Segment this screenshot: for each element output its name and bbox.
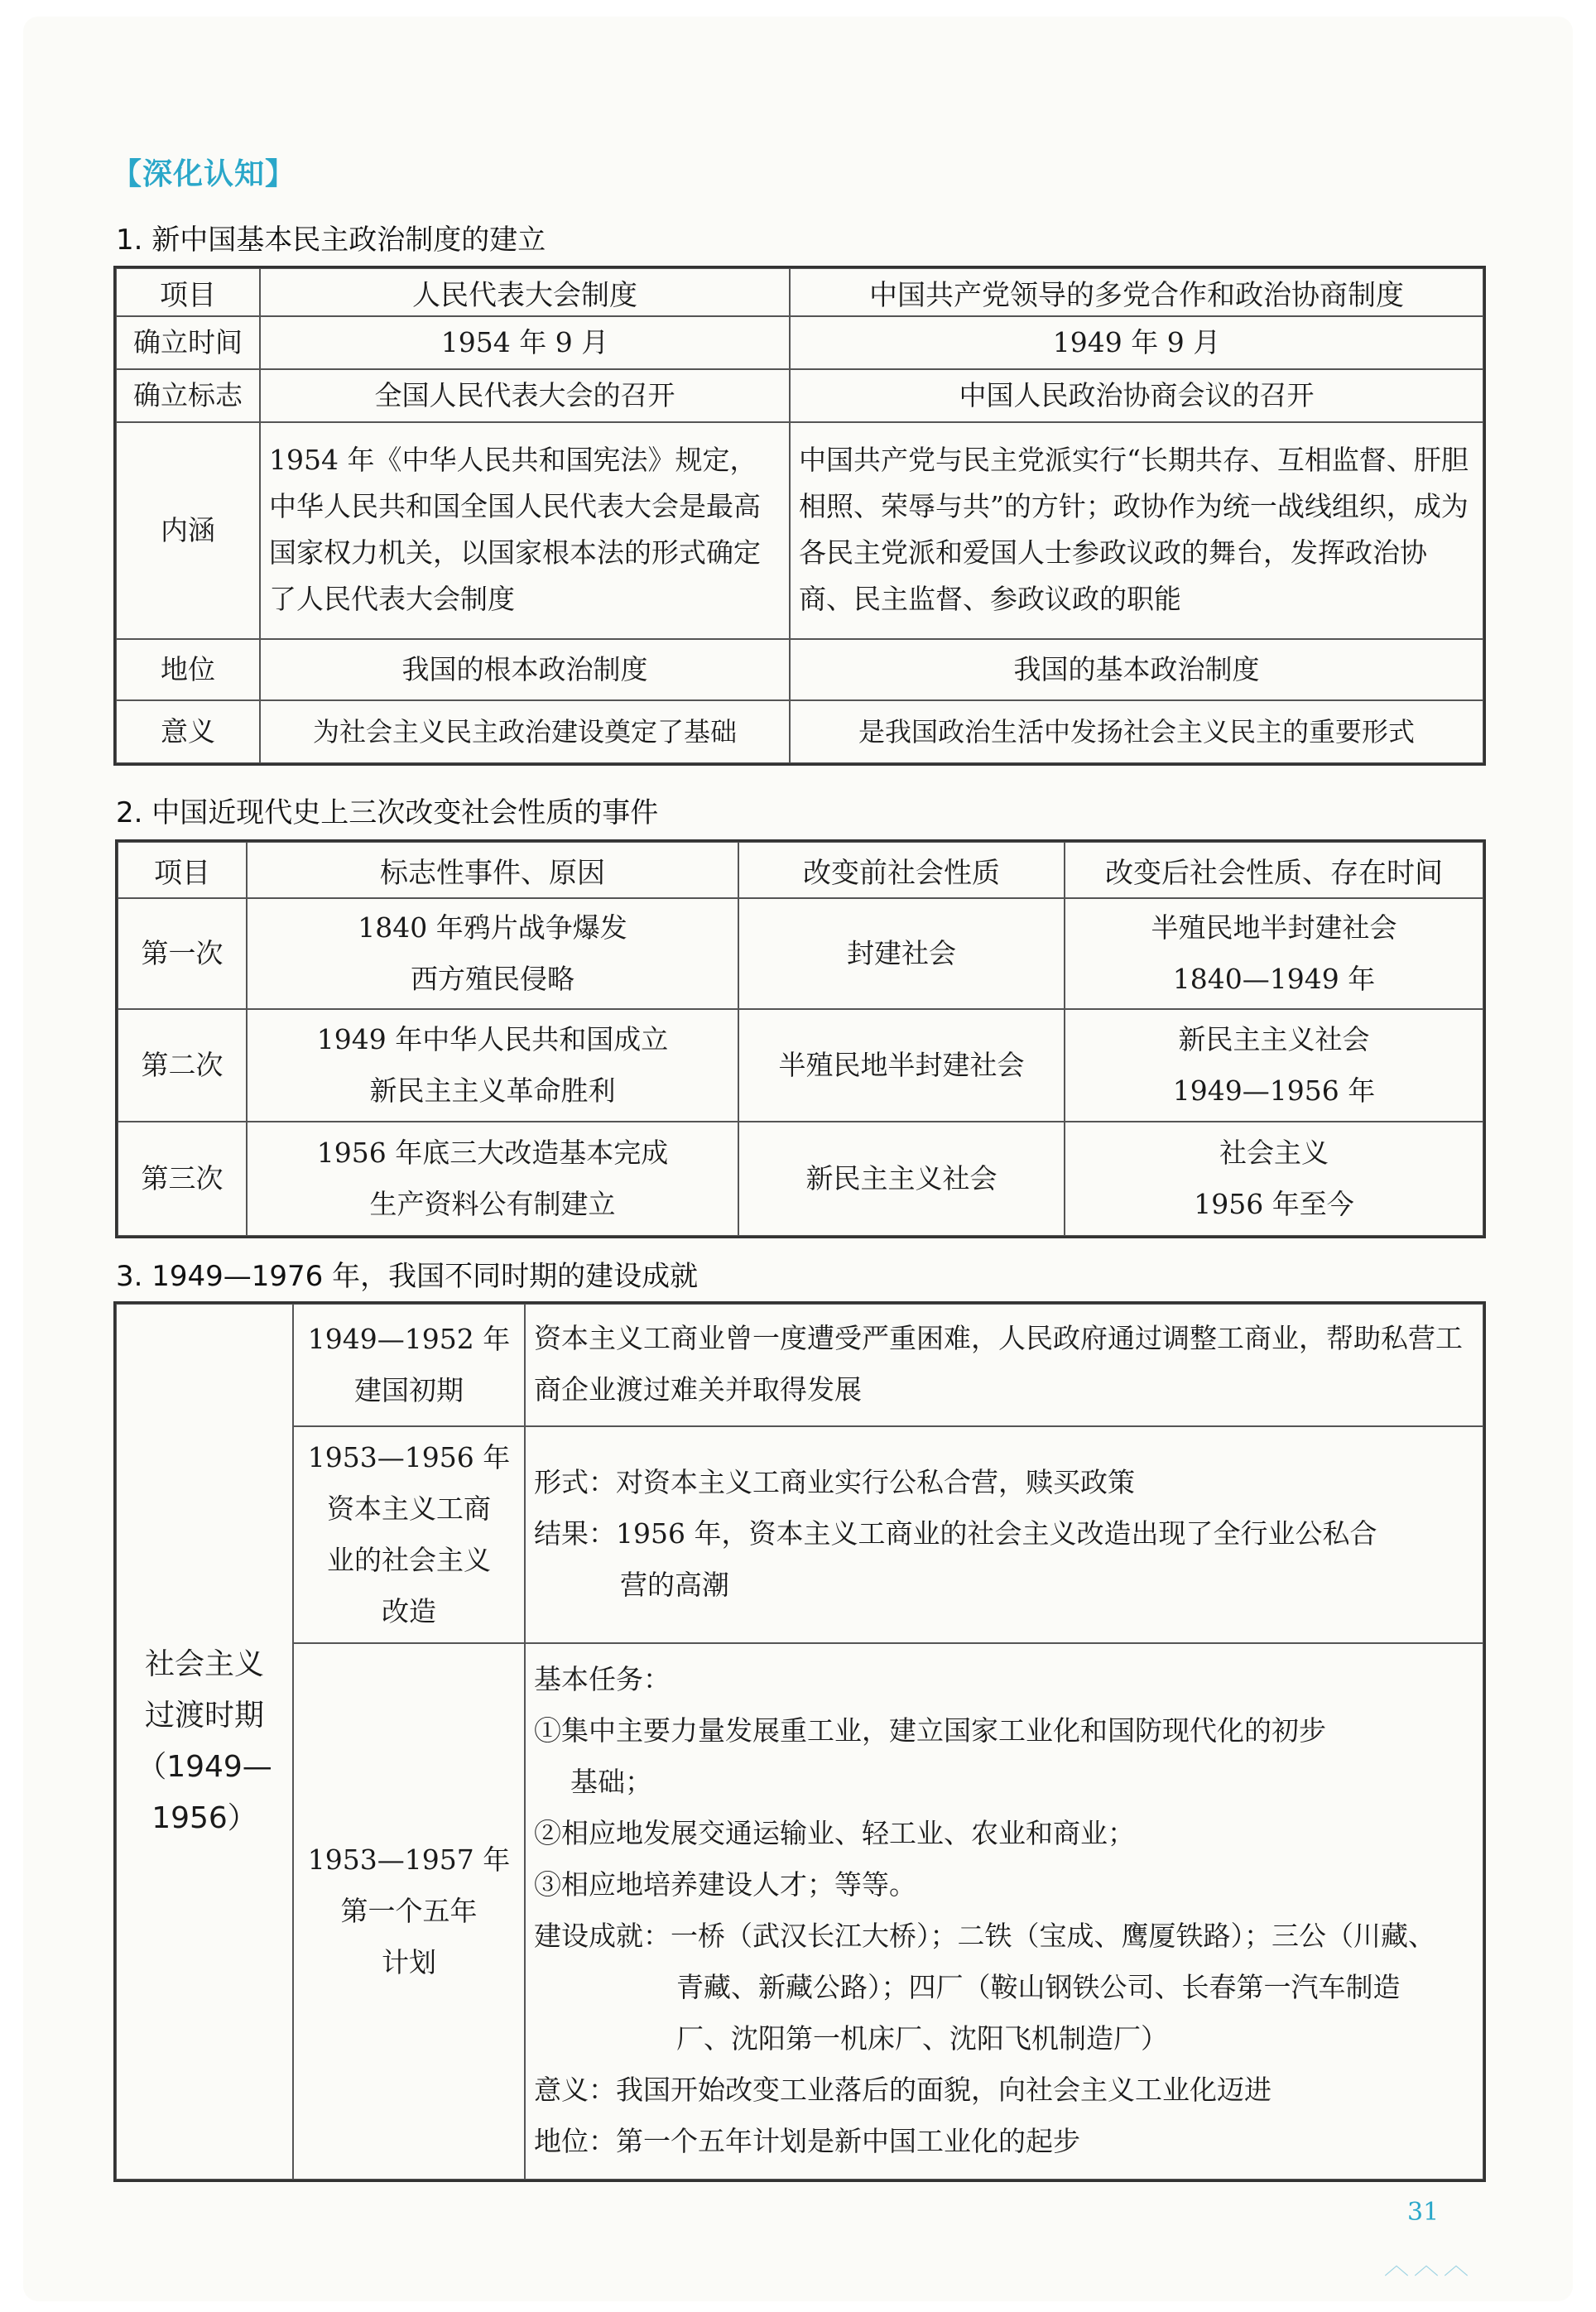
five-year-plan-text: [525, 1643, 1483, 2180]
cell-event: [247, 898, 738, 1009]
after-line: 1840—1949 年: [1172, 963, 1376, 995]
row-label: 第三次: [118, 1122, 247, 1236]
time-line: 资本主义工商: [327, 1492, 491, 1525]
cell-npc-time: 1954 年 9 月: [260, 316, 790, 369]
cell-before: 新民主主义社会: [738, 1122, 1065, 1236]
reform-form: 形式：对资本主义工商业实行公私合营，赎买政策: [534, 1466, 1135, 1498]
header-item: 项目: [116, 268, 260, 316]
plan-meaning: 意义：我国开始改变工业落后的面貌，向社会主义工业化迈进: [534, 2074, 1272, 2106]
period-label: [116, 1304, 293, 2180]
time-line: 计划: [382, 1946, 436, 1978]
event-line: 西方殖民侵略: [411, 963, 574, 995]
cell-cppcc-status: 我国的基本政治制度: [790, 639, 1483, 700]
after-line: 1949—1956 年: [1172, 1074, 1376, 1107]
reform-text: [525, 1426, 1483, 1643]
header-cppcc: 中国共产党领导的多党合作和政治协商制度: [790, 268, 1483, 316]
cell-npc-status: 我国的根本政治制度: [260, 639, 790, 700]
period-label-line: 过渡时期: [144, 1699, 264, 1733]
after-line: 新民主主义社会: [1178, 1023, 1370, 1055]
cell-npc-mark: 全国人民代表大会的召开: [260, 369, 790, 422]
cell-after: [1065, 1122, 1483, 1236]
task-title: 基本任务：: [534, 1663, 671, 1695]
cell-npc-content: 1954 年《中华人民共和国宪法》规定，中华人民共和国全国人民代表大会是最高国家权力机关，以国家根本法的形式确定了人民代表大会制度: [260, 422, 790, 639]
page-number: 31: [1407, 2198, 1440, 2227]
early-period-text: 资本主义工商业曾一度遭受严重困难，人民政府通过调整工商业，帮助私营工商企业渡过难关并取得发展: [525, 1304, 1483, 1426]
achievements-cont: 青藏、新藏公路）；四厂（鞍山钢铁公司、长春第一汽车制造: [676, 1971, 1401, 2003]
row-label: 第二次: [118, 1009, 247, 1122]
time-line: 1953—1957 年: [307, 1843, 511, 1876]
cell-after: [1065, 1009, 1483, 1122]
task-item: ③相应地培养建设人才；等等。: [534, 1868, 916, 1901]
row-label: 意义: [116, 700, 260, 763]
header-event: 标志性事件、原因: [247, 842, 738, 898]
social-change-table: [117, 841, 1484, 1237]
cell-cppcc-time: 1949 年 9 月: [790, 316, 1483, 369]
time-line: 1949—1952 年: [307, 1323, 511, 1355]
task-item: ②相应地发展交通运输业、轻工业、农业和商业；: [534, 1817, 1135, 1849]
cell-event: [247, 1122, 738, 1236]
time-line: 改造: [382, 1595, 436, 1627]
democracy-system-table: [115, 267, 1484, 764]
plan-status: 地位：第一个五年计划是新中国工业化的起步: [534, 2125, 1080, 2157]
task-item-cont: 基础；: [570, 1766, 652, 1798]
time-line: 业的社会主义: [327, 1544, 491, 1576]
construction-achievements-table: [115, 1303, 1484, 2180]
achievements: 建设成就：一桥（武汉长江大桥）；二铁（宝成、鹰厦铁路）；三公（川藏、: [534, 1920, 1435, 1952]
after-line: 半殖民地半封建社会: [1151, 911, 1397, 944]
period-label-line: 1956）: [151, 1801, 257, 1835]
section-1-title: 1. 新中国基本民主政治制度的建立: [116, 224, 546, 257]
cell-after: [1065, 898, 1483, 1009]
task-item: ①集中主要力量发展重工业，建立国家工业化和国防现代化的初步: [534, 1714, 1326, 1747]
event-line: 新民主主义革命胜利: [369, 1074, 616, 1107]
event-line: 1956 年底三大改造基本完成: [316, 1137, 669, 1169]
section-2-title: 2. 中国近现代史上三次改变社会性质的事件: [116, 796, 659, 829]
header-after: 改变后社会性质、存在时间: [1065, 842, 1483, 898]
reform-result: 结果：1956 年，资本主义工商业的社会主义改造出现了全行业公私合: [534, 1517, 1377, 1550]
period-label-line: 社会主义: [144, 1647, 264, 1681]
time-line: 1953—1956 年: [307, 1441, 511, 1473]
header-before: 改变前社会性质: [738, 842, 1065, 898]
header-item: 项目: [118, 842, 247, 898]
time-cell: [293, 1426, 525, 1643]
cell-cppcc-content: 中国共产党与民主党派实行“长期共存、互相监督、肝胆相照、荣辱与共”的方针；政协作为统一战线组织，成为各民主党派和爱国人士参政议政的舞台，发挥政治协商、民主监督、参政议政的职能: [790, 422, 1483, 639]
section-3-title: 3. 1949—1976 年，我国不同时期的建设成就: [116, 1260, 699, 1293]
row-label: 确立标志: [116, 369, 260, 422]
cell-before: 封建社会: [738, 898, 1065, 1009]
time-line: 建国初期: [354, 1374, 464, 1406]
reform-result-cont: 营的高潮: [620, 1569, 729, 1601]
time-line: 第一个五年: [340, 1895, 478, 1927]
cell-npc-significance: 为社会主义民主政治建设奠定了基础: [260, 700, 790, 763]
period-label-line: （1949—: [137, 1750, 272, 1784]
cell-event: [247, 1009, 738, 1122]
time-cell: [293, 1643, 525, 2180]
after-line: 1956 年至今: [1194, 1188, 1354, 1220]
row-label: 确立时间: [116, 316, 260, 369]
time-cell: [293, 1304, 525, 1426]
cell-before: 半殖民地半封建社会: [738, 1009, 1065, 1122]
event-line: 1840 年鸦片战争爆发: [358, 911, 627, 944]
after-line: 社会主义: [1219, 1137, 1329, 1169]
event-line: 1949 年中华人民共和国成立: [316, 1023, 669, 1055]
wave-decoration-icon: ︿︿︿: [1384, 2252, 1473, 2281]
cell-cppcc-significance: 是我国政治生活中发扬社会主义民主的重要形式: [790, 700, 1483, 763]
row-label: 地位: [116, 639, 260, 700]
header-npc: 人民代表大会制度: [260, 268, 790, 316]
row-label: 第一次: [118, 898, 247, 1009]
achievements-cont: 厂、沈阳第一机床厂、沈阳飞机制造厂）: [676, 2022, 1168, 2055]
section-tag: 【深化认知】: [112, 157, 296, 191]
cell-cppcc-mark: 中国人民政治协商会议的召开: [790, 369, 1483, 422]
row-label: 内涵: [116, 422, 260, 639]
event-line: 生产资料公有制建立: [369, 1188, 616, 1220]
